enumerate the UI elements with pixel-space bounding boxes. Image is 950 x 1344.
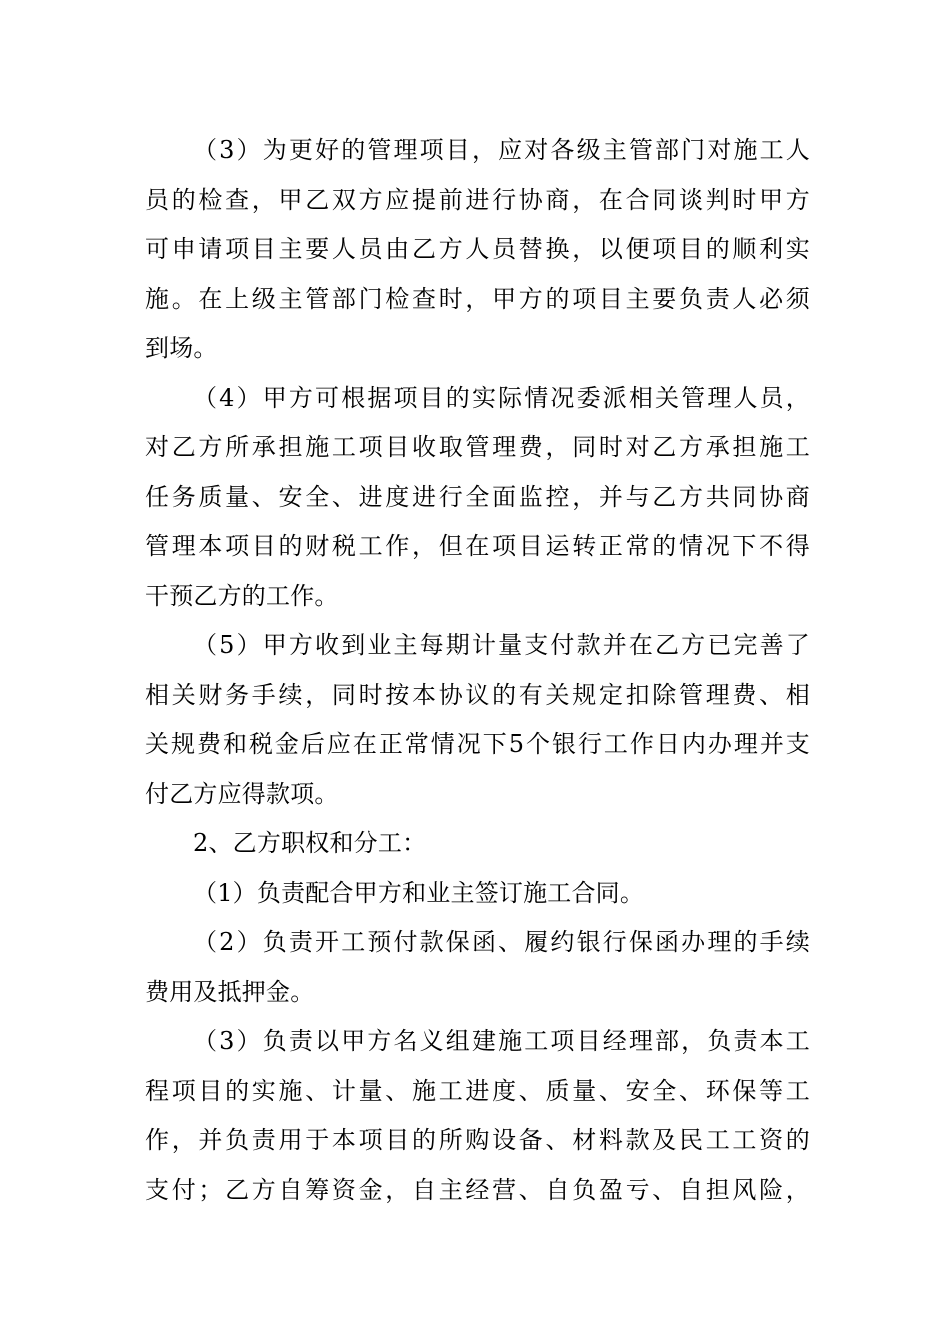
paragraph-b-clause-1 [145, 869, 810, 919]
text-line: （2）负责开工预付款保函、履约银行保函办理的手续 [193, 928, 810, 956]
text-line: 费用及抵押金。 [145, 977, 315, 1006]
text-line: （3）负责以甲方名义组建施工项目经理部，负责本工 [193, 1027, 810, 1055]
paragraph-clause-4-management-fee [145, 374, 810, 622]
text-line: （4）甲方可根据项目的实际情况委派相关管理人员， [193, 383, 810, 412]
text-line: 作，并负责用于本项目的所购设备、材料款及民工工资的 [145, 1126, 810, 1154]
text-line: （1）负责配合甲方和业主签订施工合同。 [193, 878, 645, 907]
text-line: 关规费和税金后应在正常情况下5个银行工作日内办理并支 [145, 730, 810, 758]
text-line: 员的检查，甲乙双方应提前进行协商，在合同谈判时甲方 [145, 185, 810, 214]
text-line: 管理本项目的财税工作，但在项目运转正常的情况下不得 [145, 532, 810, 560]
text-line: 支付；乙方自筹资金，自主经营、自负盈亏、自担风险， [145, 1175, 810, 1204]
paragraph-b-clause-2 [145, 918, 810, 1017]
text-line: 施。在上级主管部门检查时，甲方的项目主要负责人必须 [145, 284, 810, 313]
section-heading: 2、乙方职权和分工： [193, 829, 427, 857]
text-line: 程项目的实施、计量、施工进度、质量、安全、环保等工 [145, 1076, 810, 1105]
text-line: 可申请项目主要人员由乙方人员替换，以便项目的顺利实 [145, 235, 810, 263]
text-line: 对乙方所承担施工项目收取管理费，同时对乙方承担施工 [145, 433, 810, 461]
text-line: （3）为更好的管理项目，应对各级主管部门对施工人 [193, 136, 810, 164]
text-line: 任务质量、安全、进度进行全面监控，并与乙方共同协商 [145, 482, 810, 511]
text-line: 付乙方应得款项。 [145, 779, 339, 808]
paragraph-clause-5-payment [145, 621, 810, 819]
text-line: 相关财务手续，同时按本协议的有关规定扣除管理费、相 [145, 680, 810, 709]
text-line: 到场。 [145, 334, 218, 362]
document-body [145, 126, 810, 1215]
text-line: 干预乙方的工作。 [145, 581, 339, 610]
text-line: （5）甲方收到业主每期计量支付款并在乙方已完善了 [193, 631, 810, 659]
section-heading-party-b-duties [145, 819, 810, 869]
paragraph-clause-3-inspection [145, 126, 810, 374]
paragraph-b-clause-3 [145, 1017, 810, 1215]
